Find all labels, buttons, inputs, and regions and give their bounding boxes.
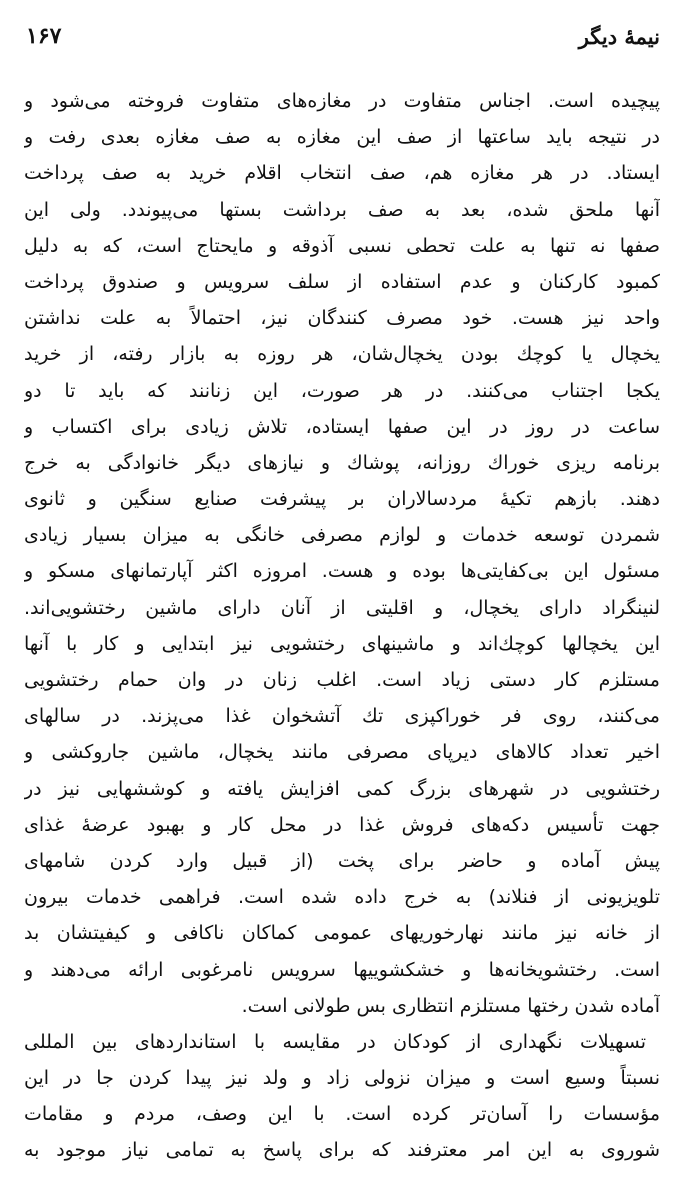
- text-line: برنامه ریزی خوراك روزانه، پوشاك و نیازهای دیگر خانوادگی به خرج: [24, 451, 660, 474]
- text-line: در نتیجه باید ساعتها از صف این مغازه به صف مغازه بعدی رفت و: [24, 126, 660, 149]
- text-line: مستلزم کار دستی زیاد است. اغلب زنان در وان حمام رختشویی: [24, 669, 660, 691]
- text-line: ایستاد. در هر مغازه هم، صف انتخاب اقلام خرید به صف پرداخت: [24, 162, 660, 185]
- text-line: یکجا اجتناب می‌کنند. در هر صورت، این زنانند که باید تا دو: [24, 379, 660, 402]
- text-line: شمردن توسعه خدمات و لوازم مصرفی خانگی به میزان بسیار زیادی: [24, 524, 660, 547]
- text-line: پیش آماده و حاضر برای پخت (از قبیل وارد کردن شامهای: [24, 849, 660, 872]
- text-line: کمبود کارکنان و عدم استفاده از سلف سرویس و صندوق پرداخت: [24, 270, 660, 293]
- text-line: جهت تأسیس دکه‌های فروش غذا در محل کار و بهبود عرضهٔ غذای: [24, 813, 660, 836]
- text-line: این یخچالها کوچك‌اند و ماشینهای رختشویی نیز ابتدایی و کار با آنها: [24, 632, 660, 655]
- text-line: مسئول این بی‌کفایتی‌ها بوده و هست. امروزه اکثر آپارتمانهای مسکو و: [24, 560, 660, 583]
- text-line: ساعت در روز در این صفها ایستاده، تلاش زیادی برای اکتساب و: [24, 415, 660, 438]
- text-line: نسبتاً وسیع است و میزان نزولی زاد و ولد نیز پیدا کردن جا در این: [24, 1067, 660, 1090]
- text-line: صفها نه تنها به علت تحطی نسبی آذوقه و مایحتاج است، که به دلیل: [24, 234, 660, 257]
- paragraph-first-line: تسهیلات نگهداری از کودکان در مقایسه با استانداردهای بین المللی: [24, 1030, 646, 1053]
- text-line: اخیر تعداد کالاهای دیرپای مصرفی مانند یخچال، ماشین جاروکشی و: [24, 741, 660, 764]
- text-line: است. رختشویخانه‌ها و خشکشوییها سرویس نامرغوبی ارائه می‌دهند و: [24, 958, 660, 981]
- paragraph-last-line: آماده شدن رختها مستلزم انتظاری بس طولانی است.: [241, 994, 660, 1017]
- text-line: از خانه نیز مانند نهارخوریهای عمومی کماکان ناکافی و کیفیتشان بد: [24, 922, 660, 945]
- text-line: دهند. بازهم تکیهٔ مردسالاران بر پیشرفت صنایع سنگین و ثانوی: [24, 488, 660, 511]
- text-line: آنها ملحق شده، بعد به صف برداشت بستها می‌پیوندد. ولی این: [24, 198, 660, 221]
- page-number: ۱۶۷: [26, 23, 62, 49]
- text-line: رختشویی در شهرهای بزرگ کمی افزایش یافته و کوششهایی نیز در: [24, 777, 660, 800]
- text-line: پیچیده است. اجناس متفاوت در مغازه‌های متفاوت فروخته می‌شود و: [24, 90, 660, 112]
- text-line: مؤسسات را آسان‌تر کرده است. با این وصف، مردم و مقامات: [24, 1103, 660, 1126]
- running-title: نیمهٔ دیگر: [578, 23, 660, 49]
- page-header: [26, 18, 660, 54]
- text-line: لنینگراد دارای یخچال، و اقلیتی از آنان دارای ماشین رختشویی‌اند.: [24, 596, 660, 619]
- text-line: شوروی به این امر معترفند که برای پاسخ به تمامی نیاز موجود به: [24, 1139, 660, 1162]
- body-text: [24, 83, 660, 1169]
- text-line: واحد نیز هست. خود مصرف کنندگان نیز، احتمالاً به علت نداشتن: [24, 307, 660, 330]
- text-line: می‌کنند، روی فر خوراکپزی تك آتشخوان غذا می‌پزند. در سالهای: [24, 705, 660, 728]
- text-line: تلویزیونی از فنلاند) به خرج داده شده است. فراهمی خدمات بیرون: [24, 886, 660, 909]
- text-line: یخچال یا کوچك بودن یخچال‌شان، هر روزه به بازار رفته، از خرید: [24, 343, 660, 366]
